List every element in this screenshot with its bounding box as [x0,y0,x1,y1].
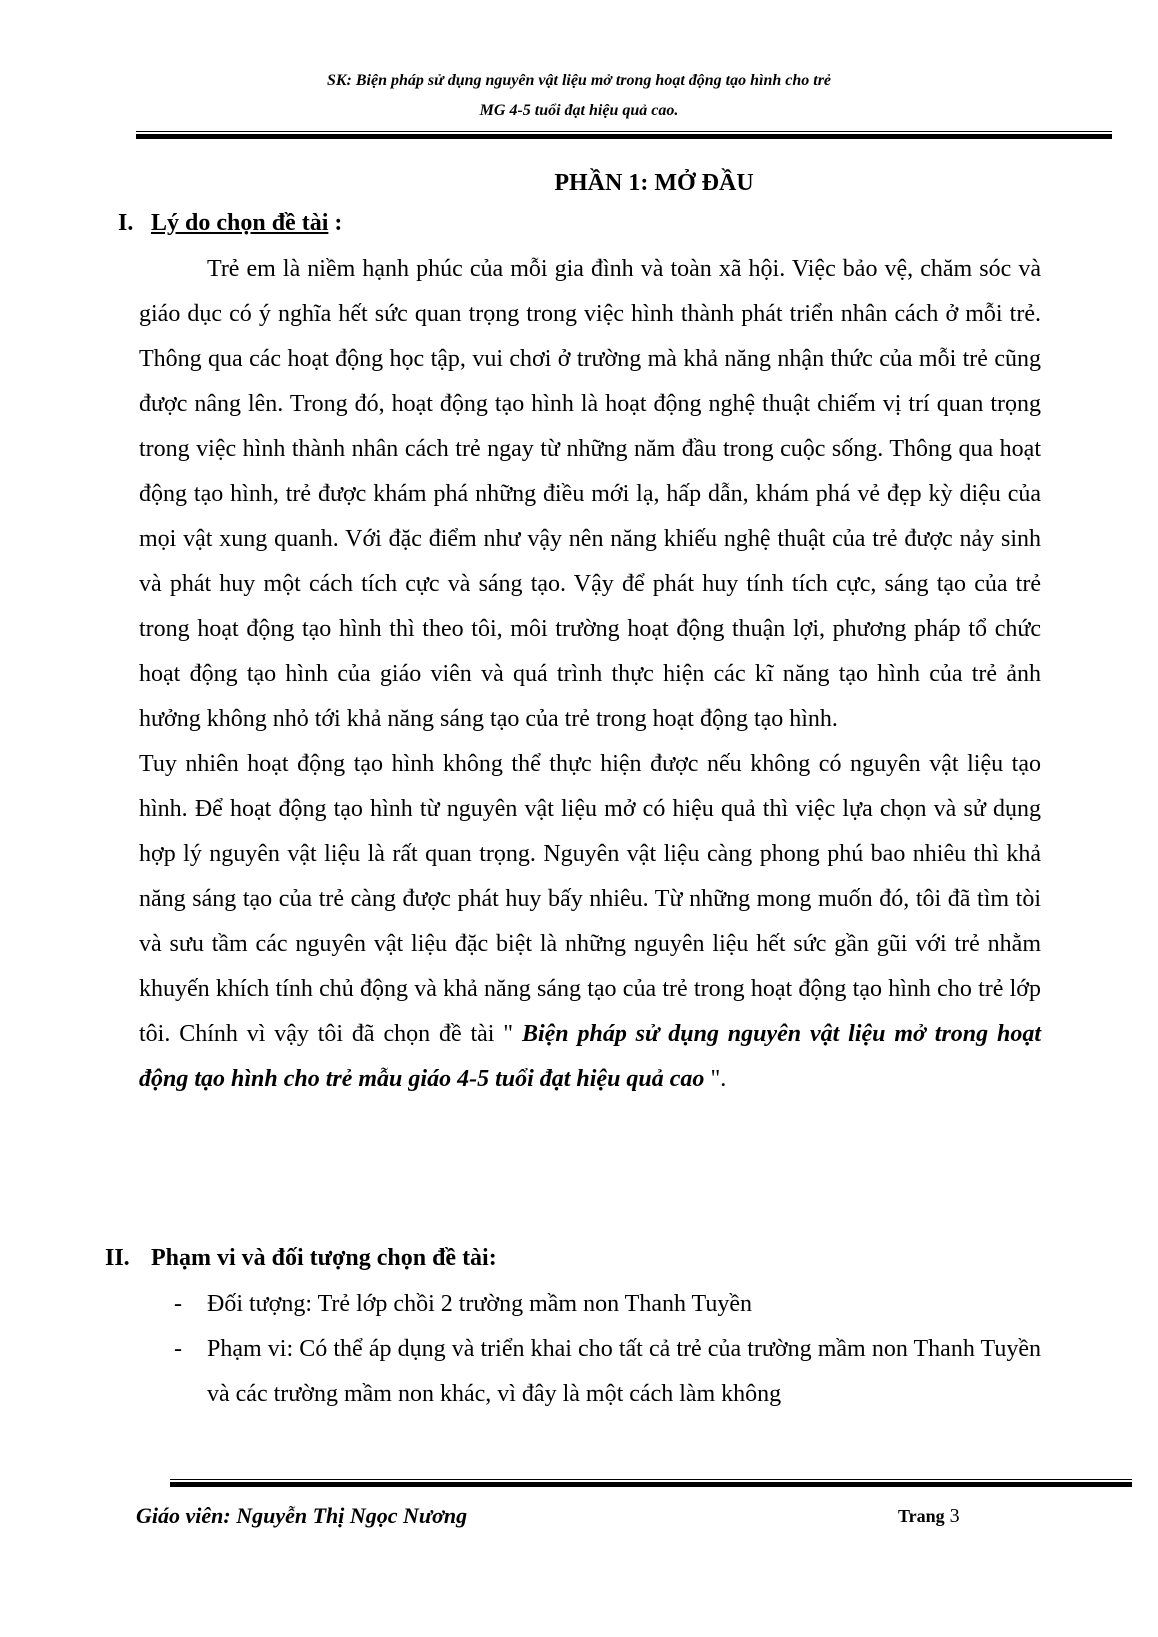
section-2-title: Phạm vi và đối tượng chọn đề tài: [151,1245,497,1271]
section-2-heading [105,1245,497,1272]
list-item [139,1327,1041,1417]
paragraph-2-start: Tuy nhiên hoạt động tạo hình không thể thực hiện được nếu không có nguyên vật liệu tạo hình. Để hoạt động tạo hình từ nguyên vật liệu mở có hiệu quả thì việc lựa chọn và sử dụng hợp lý nguyên vật liệu là rất quan trọng. Nguyên vật liệu càng phong phú bao nhiêu thì khả năng sáng tạo của trẻ càng được phát huy bấy nhiêu. Từ những mong muốn đó, tôi đã tìm tòi và sưu tầm các nguyên vật liệu đặc biệt là những nguyên liệu hết sức gần gũi với trẻ nhằm khuyến khích tính chủ động và khả năng sáng tạo của trẻ trong hoạt động tạo hình cho trẻ lớp tôi. Chính vì vậy tôi đã chọn đề tài " [139,751,1041,1047]
list-item-text: Đối tượng: Trẻ lớp chồi 2 trường mầm non Thanh Tuyền [207,1291,753,1317]
footer-rule-thin [170,1479,1132,1480]
paragraph-2 [139,742,1041,1102]
header-rule-thick [136,134,1112,139]
topic-title: Biện pháp sử dụng nguyên vật liệu mở trong hoạt động tạo hình cho trẻ mẫu giáo 4-5 tuổi đạt hiệu quả cao [139,1021,1041,1092]
document-header [0,66,1158,126]
section-1-body [139,247,1041,1102]
section-1-heading [118,210,342,237]
header-rule-thin [136,131,1112,132]
page-number-value: 3 [949,1505,960,1527]
section-1-number: I. [118,210,134,236]
header-line-2: MG 4-5 tuổi đạt hiệu quả cao. [479,102,679,119]
section-1-suffix: : [328,210,343,236]
page-label: Trang [898,1506,945,1526]
paragraph-2-end: ". [704,1066,727,1092]
part-title [0,170,1158,197]
section-2-list [139,1282,1041,1417]
page-number [898,1505,960,1528]
paragraph-1: Trẻ em là niềm hạnh phúc của mỗi gia đình và toàn xã hội. Việc bảo vệ, chăm sóc và giáo dục có ý nghĩa hết sức quan trọng trong việc hình thành phát triển nhân cách ở mỗi trẻ. Thông qua các hoạt động học tập, vui chơi ở trường mà khả năng nhận thức của mỗi trẻ cũng được nâng lên. Trong đó, hoạt động tạo hình là hoạt động nghệ thuật chiếm vị trí quan trọng trong việc hình thành nhân cách trẻ ngay từ những năm đầu trong cuộc sống. Thông qua hoạt động tạo hình, trẻ được khám phá những điều mới lạ, hấp dẫn, khám phá vẻ đẹp kỳ diệu của mọi vật xung quanh. Với đặc điểm như vậy nên năng khiếu nghệ thuật của trẻ được nảy sinh và phát huy một cách tích cực và sáng tạo. Vậy để phát huy tính tích cực, sáng tạo của trẻ trong hoạt động tạo hình thì theo tôi, môi trường hoạt động thuận lợi, phương pháp tổ chức hoạt động tạo hình của giáo viên và quá trình thực hiện các kĩ năng tạo hình của trẻ ảnh hưởng không nhỏ tới khả năng sáng tạo của trẻ trong hoạt động tạo hình. [139,256,1041,732]
header-line-1: SK: Biện pháp sử dụng nguyên vật liệu mở trong hoạt động tạo hình cho trẻ [326,72,832,89]
list-item [139,1282,1041,1327]
section-1-title: Lý do chọn đề tài [151,210,329,236]
footer-rule-thick [170,1482,1132,1487]
section-2-number: II. [105,1245,130,1271]
list-item-text: Phạm vi: Có thể áp dụng và triển khai cho tất cả trẻ của trường mầm non Thanh Tuyền và các trường mầm non khác, vì đây là một cách làm không [207,1336,1041,1407]
part-title-text: PHẦN 1: MỞ ĐẦU [554,170,754,196]
footer-teacher: Giáo viên: Nguyễn Thị Ngọc Nương [136,1503,468,1528]
list-dash: - [174,1291,182,1317]
list-dash: - [174,1336,182,1362]
